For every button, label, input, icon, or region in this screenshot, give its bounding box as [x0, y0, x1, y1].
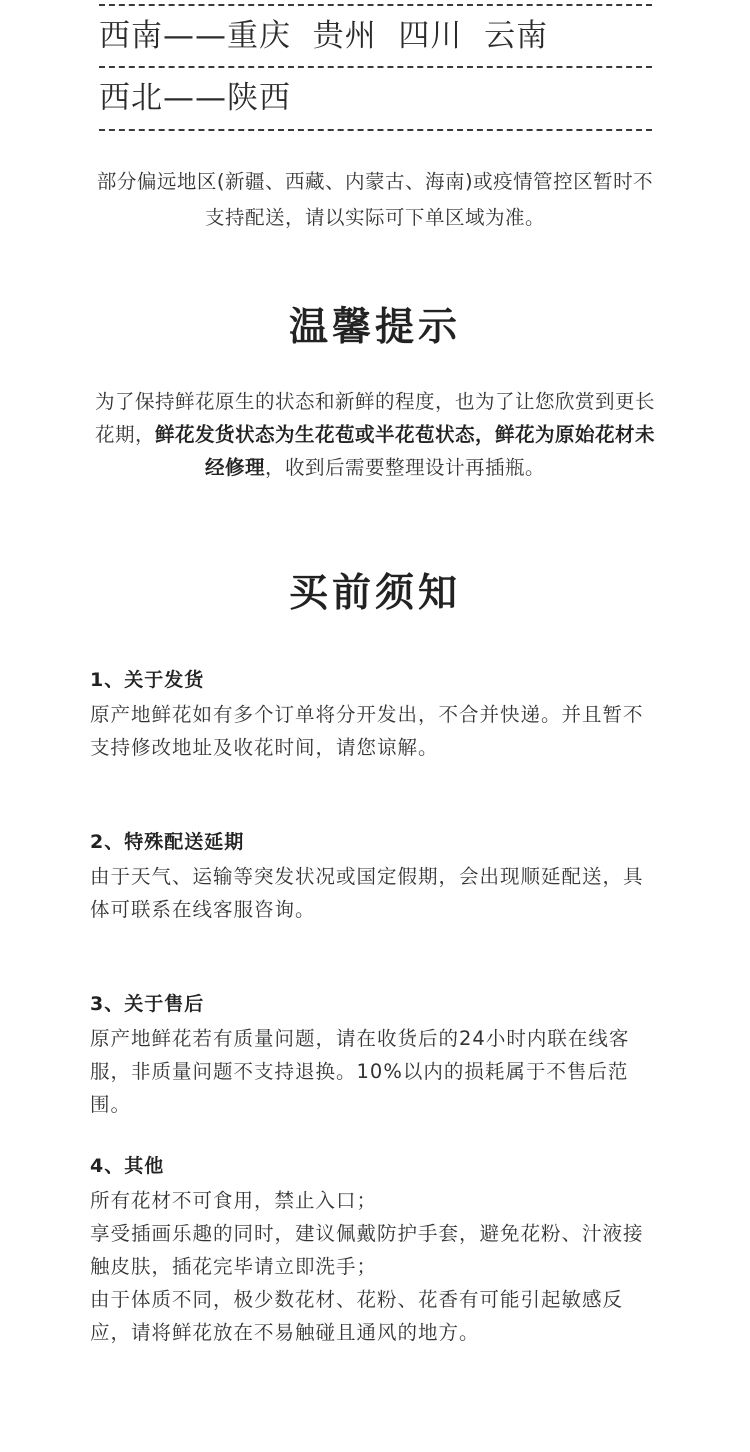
dashed-divider — [99, 129, 652, 131]
tips-text-emphasis: 鲜花发货状态为生花苞或半花苞状态，鲜花为原始花材未经修理 — [155, 423, 656, 479]
section-title: 4、其他 — [90, 1155, 165, 1177]
region-northwest: 西北——陕西 — [99, 80, 291, 116]
notice-section-shipping — [90, 665, 660, 764]
region-area: 西北 — [99, 80, 163, 116]
dashed-divider — [99, 66, 652, 68]
notice-section-other — [90, 1151, 660, 1349]
section-body — [90, 1022, 660, 1121]
region-provinces: 陕西 — [227, 80, 291, 116]
tips-text — [90, 385, 660, 484]
section-title: 2、特殊配送延期 — [90, 831, 245, 853]
section-body — [90, 1184, 660, 1349]
tips-text-part: 为了保持鲜花原生的状态和新鲜的程度，也为了让您欣赏到更长花期， — [94, 390, 655, 446]
section-paragraph: 原产地鲜花若有质量问题，请在收货后的24小时内联在线客服，非质量问题不支持退换。10%以内的损耗属于不售后范围。 — [90, 1027, 630, 1116]
section-paragraph: 所有花材不可食用，禁止入口； — [90, 1189, 378, 1212]
tips-title: 温馨提示 — [288, 305, 461, 350]
section-paragraph: 由于体质不同，极少数花材、花粉、花香有可能引起敏感反应，请将鲜花放在不易触碰且通风的地方。 — [90, 1288, 624, 1344]
section-paragraph: 享受插画乐趣的同时，建议佩戴防护手套，避免花粉、汁液接触皮肤，插花完毕请立即洗手； — [90, 1222, 644, 1278]
region-provinces: 重庆 贵州 四川 云南 — [227, 18, 549, 54]
region-area: 西南 — [99, 18, 163, 54]
dashed-divider — [99, 4, 652, 6]
section-body — [90, 860, 660, 926]
section-title: 3、关于售后 — [90, 993, 205, 1015]
section-title: 1、关于发货 — [90, 669, 205, 691]
section-paragraph: 由于天气、运输等突发状况或国定假期，会出现顺延配送，具体可联系在线客服咨询。 — [90, 865, 644, 921]
notice-title: 买前须知 — [288, 571, 461, 616]
section-paragraph: 原产地鲜花如有多个订单将分开发出，不合并快递。并且暂不支持修改地址及收花时间，请您谅解。 — [90, 703, 644, 759]
tips-text-part: ，收到后需要整理设计再插瓶。 — [265, 456, 546, 479]
notice-section-delay — [90, 827, 660, 926]
section-body — [90, 698, 660, 764]
notice-section-aftersale — [90, 989, 660, 1121]
delivery-note: 部分偏远地区(新疆、西藏、内蒙古、海南)或疫情管控区暂时不支持配送，请以实际可下单区域为准。 — [96, 170, 654, 229]
region-southwest: 西南——重庆 贵州 四川 云南 — [99, 18, 549, 54]
